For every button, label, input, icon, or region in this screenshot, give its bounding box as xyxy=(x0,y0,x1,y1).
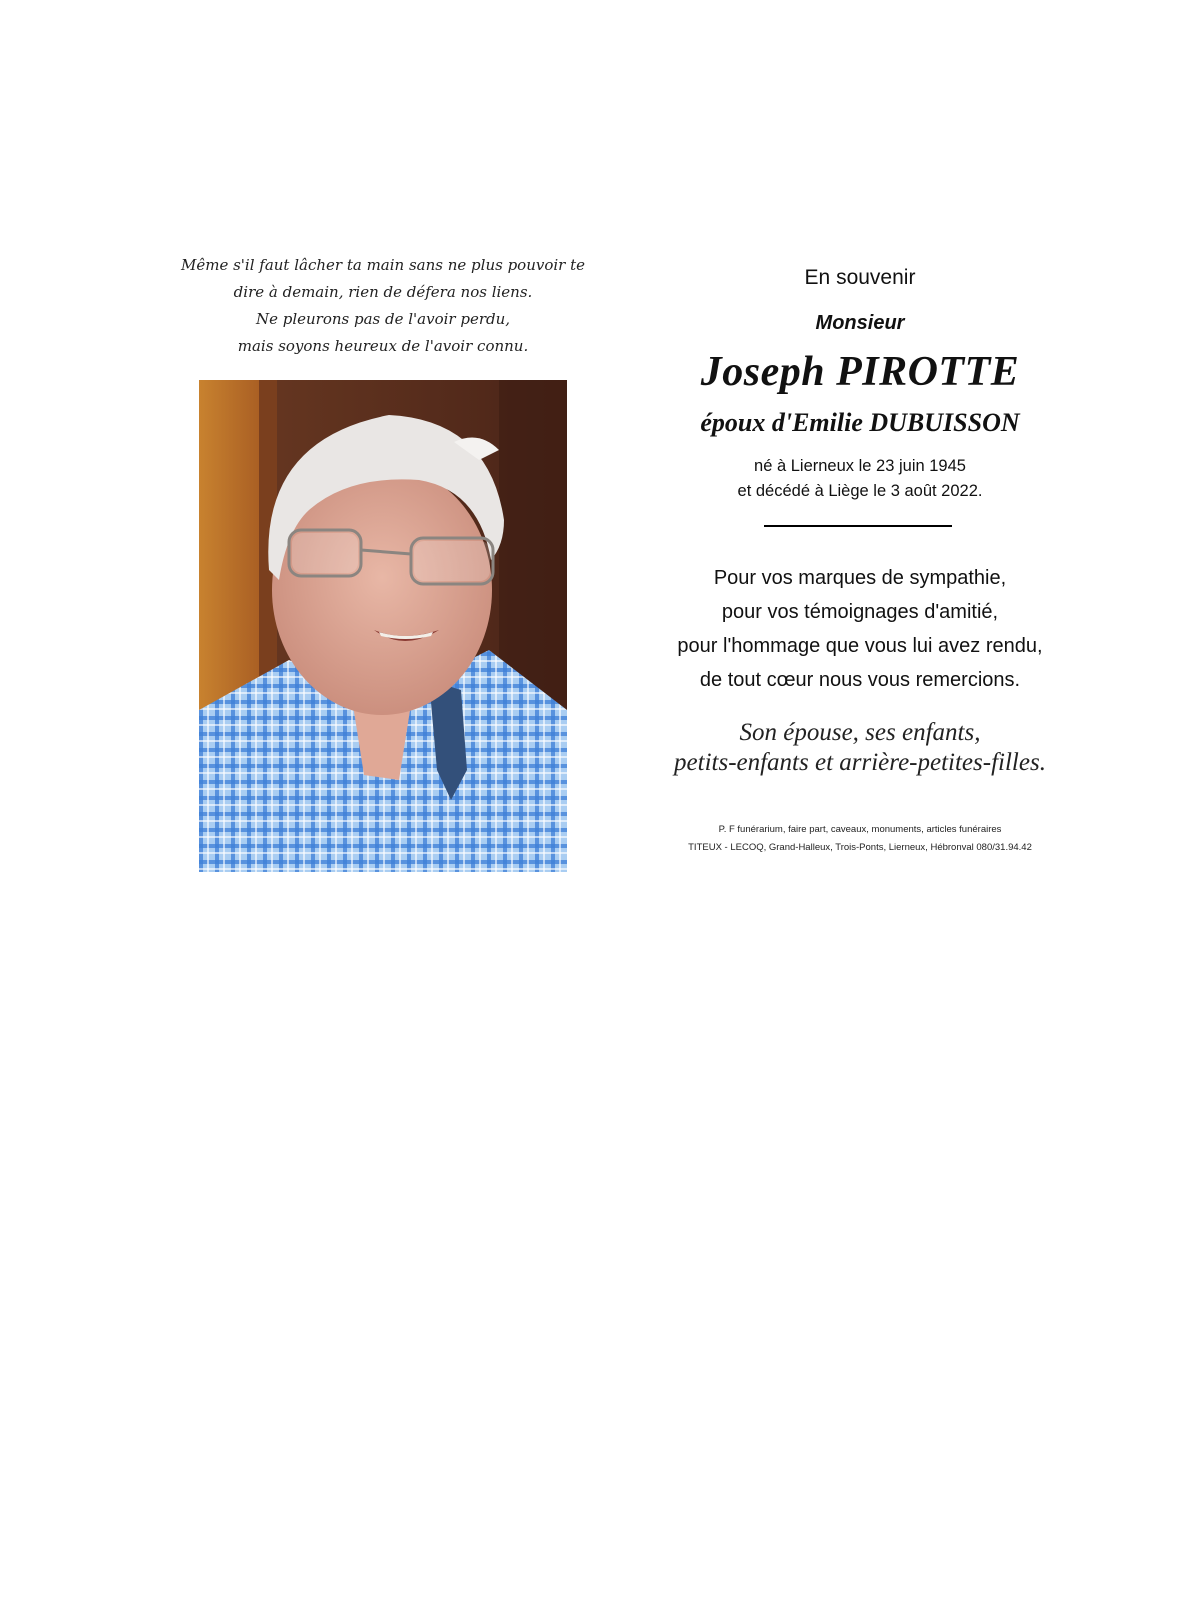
deceased-name: Joseph PIROTTE xyxy=(700,349,1020,395)
thanks-line: pour l'hommage que vous lui avez rendu, xyxy=(677,635,1043,657)
poem-line: Ne pleurons pas de l'avoir perdu, xyxy=(255,310,511,328)
poem-line: dire à demain, rien de défera nos liens. xyxy=(233,283,533,301)
poem-line: mais soyons heureux de l'avoir connu. xyxy=(237,337,529,355)
in-memory-heading: En souvenir xyxy=(804,266,916,289)
life-dates xyxy=(640,454,1080,504)
footer-address: TITEUX - LECOQ, Grand-Halleux, Trois-Ponts, Lierneux, Hébronval 080/31.94.42 xyxy=(688,842,1032,853)
spouse-line: époux d'Emilie DUBUISSON xyxy=(700,408,1020,437)
footer-services: P. F funérarium, faire part, caveaux, monuments, articles funéraires xyxy=(718,824,1002,835)
funeral-home-footer xyxy=(640,821,1080,857)
poem-line: Même s'il faut lâcher ta main sans ne plus pouvoir te xyxy=(180,256,586,274)
thanks-line: Pour vos marques de sympathie, xyxy=(713,567,1007,589)
thanks-line: pour vos témoignages d'amitié, xyxy=(721,601,999,623)
civility-title: Monsieur xyxy=(815,312,905,334)
family-line: petits-enfants et arrière-petites-filles. xyxy=(674,749,1046,776)
family-signature xyxy=(640,718,1080,778)
divider-line xyxy=(764,525,952,527)
portrait-photo xyxy=(199,380,567,872)
thanks-line: de tout cœur nous vous remercions. xyxy=(699,669,1021,691)
birth-line: né à Lierneux le 23 juin 1945 xyxy=(754,457,966,475)
thanks-message xyxy=(640,561,1080,697)
memorial-poem xyxy=(178,252,588,360)
family-line: Son épouse, ses enfants, xyxy=(739,719,981,746)
death-line: et décédé à Liège le 3 août 2022. xyxy=(737,482,983,500)
